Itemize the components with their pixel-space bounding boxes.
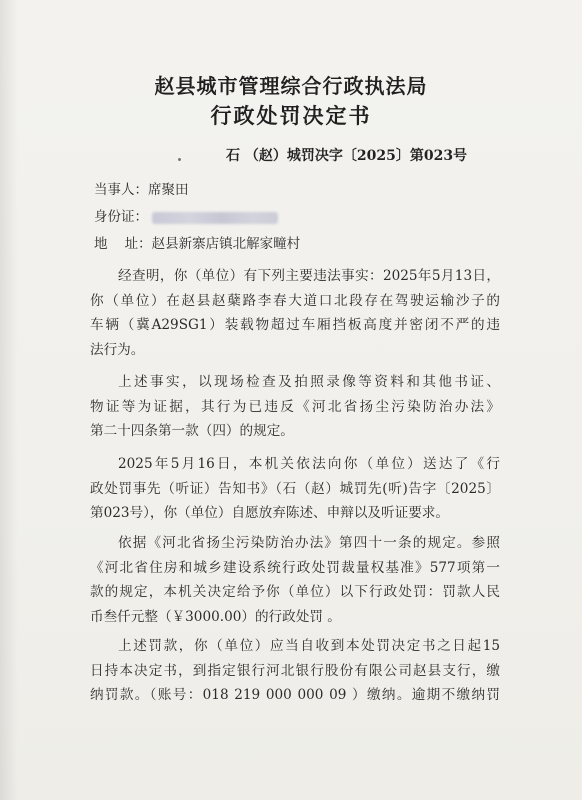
text-line: 款的规定，本机关决定给予你（单位）以下行政处罚：罚款人民 <box>90 584 500 600</box>
text-line: 2025年5月16日，本机关依法向你（单位）送达了《行 <box>118 456 500 472</box>
text-line: 上述事实，以现场检查及拍照录像等资料和其他书证、 <box>118 374 500 390</box>
text-line: 法行为。 <box>90 341 145 358</box>
text-line: 车辆（冀A29SG1）装载物超过车厢挡板高度并密闭不严的违 <box>90 317 500 333</box>
address-label: 地 址： <box>94 236 152 252</box>
paragraph-payment <box>90 634 500 708</box>
id-card-redacted <box>152 212 278 224</box>
document-number: 石 （赵）城罚决字〔2025〕第023号 <box>226 148 468 164</box>
text-line: 你（单位）在赵县赵蘖路李春大道口北段存在驾驶运输沙子的 <box>90 292 500 309</box>
document-title-agency: 赵县城市管理综合行政执法局 <box>154 74 428 98</box>
text-line: 《河北省住房和城乡建设系统行政处罚裁量权基准》577项第一 <box>90 559 500 576</box>
scan-speck <box>178 158 181 161</box>
text-line: 币叁仟元整（￥3000.00）的行政处罚 。 <box>90 608 341 625</box>
text-line: 上述罚款，你（单位）应当自收到本处罚决定书之日起15 <box>118 638 500 654</box>
text-line: 物证等为证据，其行为已违反《河北省扬尘污染防治办法》 <box>90 398 500 415</box>
party-name-value: 席聚田 <box>148 182 189 198</box>
party-name-row <box>94 178 189 198</box>
address-row <box>94 232 300 252</box>
text-line: 经查明，你（单位）有下列主要违法事实：2025年5月13日， <box>118 268 500 284</box>
paragraph-facts <box>90 264 500 362</box>
text-line: 政处罚事先（听证）告知书》（石（赵）城罚先(听)告字〔2025〕 <box>90 480 500 497</box>
id-card-label: 身份证： <box>94 209 148 225</box>
paragraph-decision <box>90 531 500 629</box>
text-line: 日持本决定书，到指定银行河北银行股份有限公司赵县支行，缴 <box>90 662 500 679</box>
text-line: 第023号），你（单位）自愿放弃陈述、申辩以及听证要求。 <box>90 505 449 521</box>
party-name-label: 当事人： <box>94 182 148 198</box>
paragraph-notice <box>90 452 500 526</box>
id-card-row <box>94 205 278 225</box>
text-line: 依据《河北省扬尘污染防治办法》第四十一条的规定。参照 <box>118 535 500 551</box>
text-line: 第二十四条第一款（四）的规定。 <box>90 423 294 439</box>
document-title-type: 行政处罚决定书 <box>210 104 372 128</box>
text-line: 纳罚款。（账号：018 219 000 000 09 ）缴纳。逾期不缴纳罚 <box>90 687 500 703</box>
paragraph-evidence <box>90 370 500 444</box>
address-value: 赵县新寨店镇北解家疃村 <box>151 236 301 252</box>
